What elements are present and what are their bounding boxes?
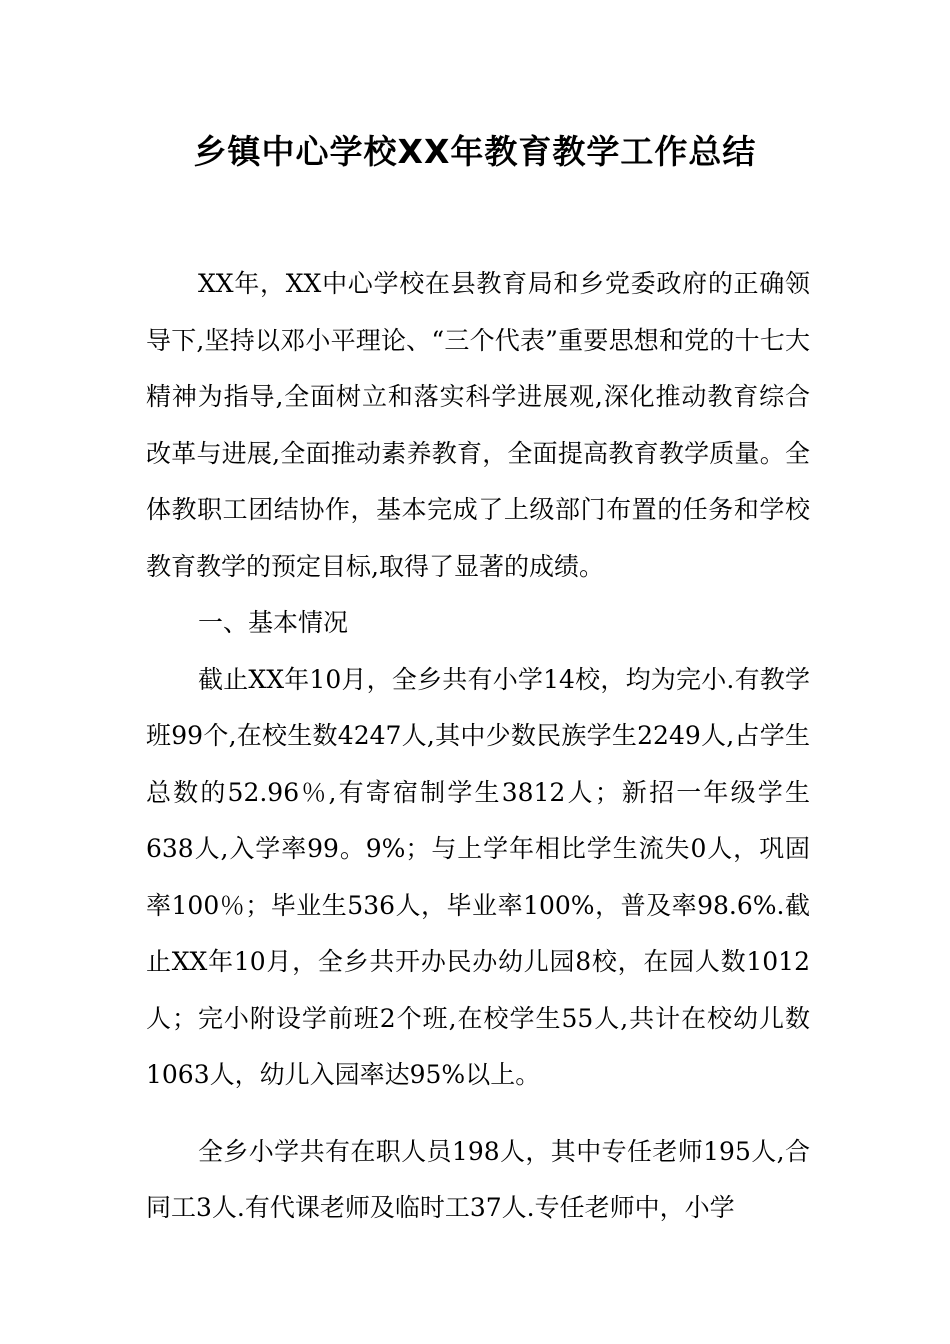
paragraph-intro: XX年，XX中心学校在县教育局和乡党委政府的正确领导下,坚持以邓小平理论、“三个代表”重要思想和党的十七大精神为指导,全面树立和落实科学进展观,深化推动教育综合改革与进展,全面推动素养教育，全面提高教育教学质量。全体教职工团结协作，基本完成了上级部门布置的任务和学校教育教学的预定目标,取得了显著的成绩。 xyxy=(146,269,810,581)
section-heading-basic-situation: 一、基本情况 xyxy=(198,608,349,637)
paragraph-staff-statistics: 全乡小学共有在职人员198人，其中专任老师195人,合同工3人.有代课老师及临时工37人.专任老师中，小学 xyxy=(146,1136,810,1222)
document-body xyxy=(146,256,810,1237)
document-title: 乡镇中心学校XX年教育教学工作总结 xyxy=(193,132,757,171)
paragraph-student-statistics: 截止XX年10月，全乡共有小学14校，均为完小.有教学班99个,在校生数4247人,其中少数民族学生2249人,占学生总数的52.96％,有寄宿制学生3812人；新招一年级学生638人,入学率99。9%；与上学年相比学生流失0人，巩固率100％；毕业生536人，毕业率100%，普及率98.6%.截止XX年10月，全乡共开办民办幼儿园8校，在园人数1012人；完小附设学前班2个班,在校学生55人,共计在校幼儿数1063人，幼儿入园率达95%以上。 xyxy=(146,664,810,1089)
